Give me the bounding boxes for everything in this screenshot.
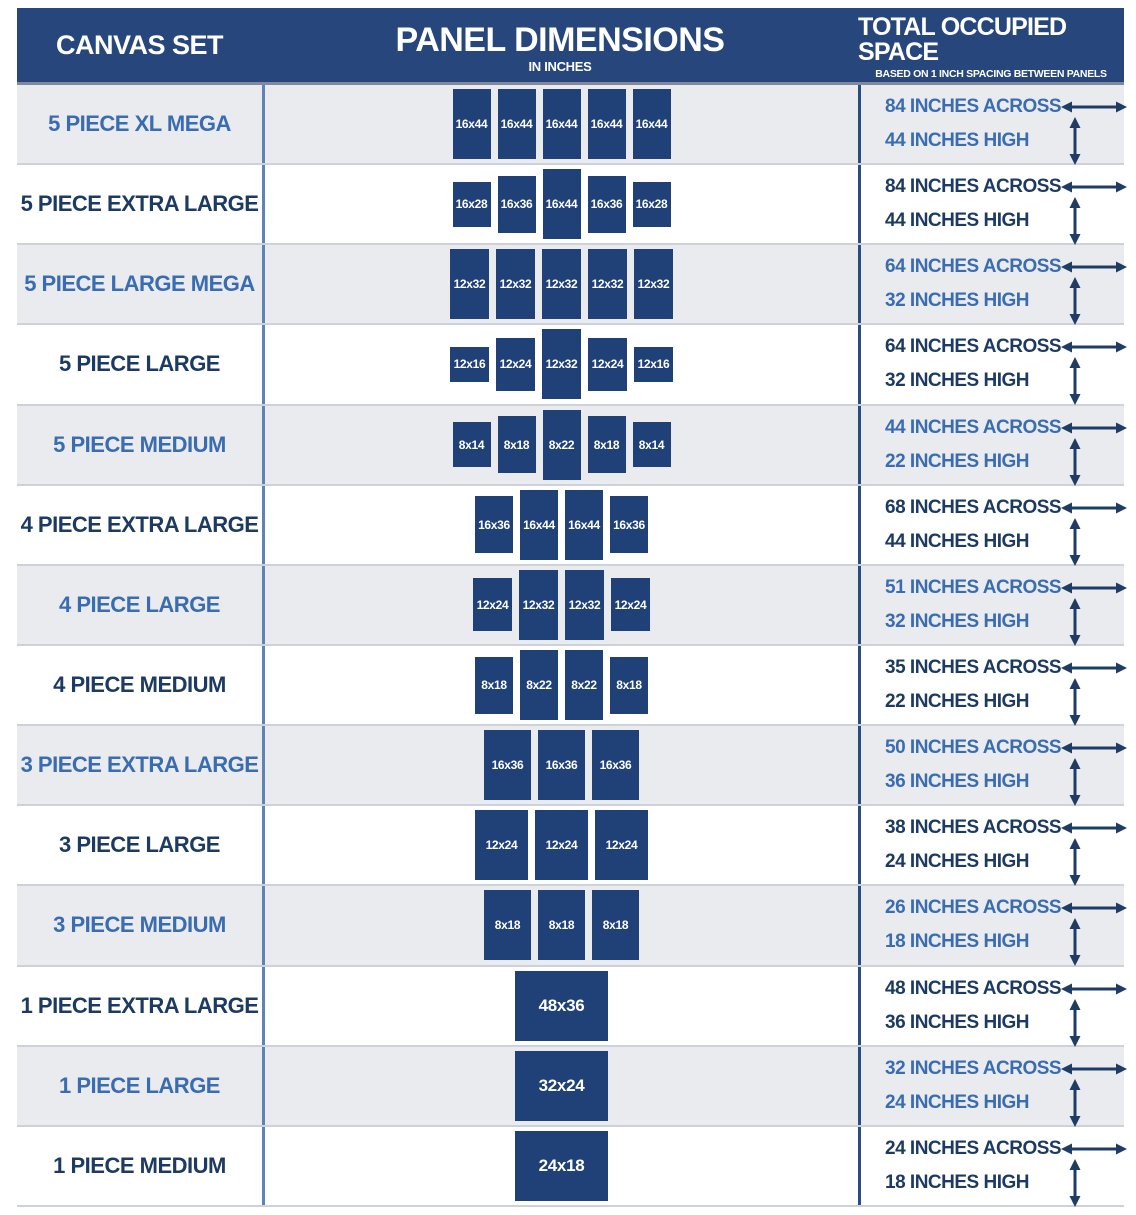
high-line — [861, 284, 1124, 318]
canvas-set-cell — [17, 406, 262, 484]
panel-dimensions-cell — [262, 165, 858, 243]
horizontal-arrow-icon — [1061, 179, 1127, 195]
header-total-space-subtitle: BASED ON 1 INCH SPACING BETWEEN PANELS — [875, 67, 1107, 80]
vertical-arrow-icon — [1040, 765, 1110, 799]
high-label: 32 INCHES HIGH — [885, 370, 1029, 392]
across-line — [861, 330, 1124, 364]
total-space-cell — [858, 886, 1124, 964]
canvas-panel: 12x24 — [473, 578, 512, 631]
table-row — [17, 85, 1124, 165]
canvas-set-label: 3 PIECE LARGE — [59, 832, 220, 858]
canvas-set-label: 3 PIECE MEDIUM — [53, 912, 226, 938]
canvas-panel: 12x32 — [542, 329, 581, 399]
high-line — [861, 445, 1124, 479]
panel-dimensions-cell — [262, 245, 858, 323]
horizontal-arrow-icon — [1061, 580, 1127, 596]
canvas-panel: 12x24 — [588, 338, 627, 391]
canvas-set-label: 4 PIECE EXTRA LARGE — [20, 511, 259, 537]
canvas-panel: 8x18 — [475, 657, 513, 714]
across-label: 51 INCHES ACROSS — [885, 576, 1062, 598]
vertical-arrow-icon — [1040, 124, 1110, 158]
total-space-cell — [858, 726, 1124, 804]
across-line — [861, 491, 1124, 525]
total-space-cell — [858, 566, 1124, 644]
table-row — [17, 967, 1124, 1047]
panel-dimensions-cell — [262, 406, 858, 484]
across-line — [861, 250, 1124, 284]
across-label: 64 INCHES ACROSS — [885, 336, 1062, 358]
canvas-set-label: 4 PIECE MEDIUM — [53, 672, 226, 698]
canvas-panel: 12x24 — [535, 810, 588, 880]
across-line — [861, 90, 1124, 124]
horizontal-arrow-icon — [1061, 500, 1127, 516]
panel-layout — [453, 89, 671, 159]
horizontal-arrow-icon — [1061, 660, 1127, 676]
vertical-arrow-icon — [1040, 284, 1110, 318]
panel-layout — [453, 410, 671, 480]
high-line — [861, 845, 1124, 879]
horizontal-arrow-icon — [1061, 339, 1127, 355]
canvas-panel: 8x18 — [610, 657, 648, 714]
panel-layout — [453, 169, 671, 239]
canvas-set-cell — [17, 486, 262, 564]
canvas-panel: 8x18 — [538, 890, 585, 960]
canvas-panel: 8x22 — [565, 650, 603, 720]
canvas-panel: 12x16 — [634, 347, 673, 382]
vertical-arrow-icon — [1040, 204, 1110, 238]
canvas-panel: 16x44 — [633, 89, 671, 159]
horizontal-arrow-icon — [1061, 259, 1127, 275]
high-label: 18 INCHES HIGH — [885, 931, 1029, 953]
high-line — [861, 925, 1124, 959]
canvas-set-label: 4 PIECE LARGE — [59, 591, 220, 617]
across-label: 32 INCHES ACROSS — [885, 1057, 1062, 1079]
table-row — [17, 886, 1124, 966]
across-label: 48 INCHES ACROSS — [885, 977, 1062, 999]
canvas-set-label: 1 PIECE EXTRA LARGE — [20, 992, 259, 1018]
high-line — [861, 525, 1124, 559]
canvas-panel: 16x44 — [520, 490, 558, 560]
high-label: 44 INCHES HIGH — [885, 530, 1029, 552]
horizontal-arrow-icon — [1061, 981, 1127, 997]
canvas-set-label: 5 PIECE LARGE MEGA — [24, 271, 255, 297]
canvas-panel: 16x36 — [592, 730, 639, 800]
canvas-panel: 16x44 — [588, 89, 626, 159]
across-label: 35 INCHES ACROSS — [885, 657, 1062, 679]
panel-dimensions-cell — [262, 486, 858, 564]
canvas-set-label: 5 PIECE EXTRA LARGE — [20, 191, 259, 217]
canvas-panel: 12x32 — [519, 570, 558, 640]
across-label: 68 INCHES ACROSS — [885, 496, 1062, 518]
horizontal-arrow-icon — [1061, 1061, 1127, 1077]
total-space-cell — [858, 85, 1124, 163]
canvas-set-label: 3 PIECE EXTRA LARGE — [20, 752, 259, 778]
high-line — [861, 685, 1124, 719]
horizontal-arrow-icon — [1061, 740, 1127, 756]
table-row — [17, 486, 1124, 566]
high-line — [861, 204, 1124, 238]
horizontal-arrow-icon — [1061, 1141, 1127, 1157]
header-total-space-title: TOTAL OCCUPIED SPACE — [858, 12, 1067, 66]
high-label: 36 INCHES HIGH — [885, 771, 1029, 793]
total-space-cell — [858, 165, 1124, 243]
total-space-cell — [858, 806, 1124, 884]
canvas-panel: 12x16 — [450, 347, 489, 382]
across-line — [861, 651, 1124, 685]
across-line — [861, 1052, 1124, 1086]
vertical-arrow-icon — [1040, 685, 1110, 719]
table-row — [17, 165, 1124, 245]
table-row — [17, 646, 1124, 726]
canvas-panel: 16x28 — [453, 182, 491, 227]
header-col-panel-dimensions — [262, 8, 858, 82]
canvas-panel: 8x22 — [543, 410, 581, 480]
canvas-panel: 12x32 — [542, 249, 581, 319]
header-panel-dimensions-subtitle: IN INCHES — [528, 58, 592, 74]
canvas-panel: 16x36 — [538, 730, 585, 800]
panel-dimensions-cell — [262, 1127, 858, 1205]
canvas-set-label: 1 PIECE MEDIUM — [53, 1152, 226, 1178]
across-label: 64 INCHES ACROSS — [885, 256, 1062, 278]
panel-dimensions-cell — [262, 1047, 858, 1125]
canvas-set-cell — [17, 967, 262, 1045]
horizontal-arrow-icon — [1061, 820, 1127, 836]
high-line — [861, 1086, 1124, 1120]
header-col-total-space — [858, 8, 1124, 82]
table-header — [17, 8, 1124, 85]
canvas-panel: 8x18 — [592, 890, 639, 960]
canvas-panel: 12x24 — [475, 810, 528, 880]
canvas-set-cell — [17, 1047, 262, 1125]
table-body — [17, 85, 1124, 1207]
horizontal-arrow-icon — [1061, 420, 1127, 436]
canvas-panel: 12x32 — [450, 249, 489, 319]
total-space-cell — [858, 245, 1124, 323]
canvas-panel: 12x32 — [588, 249, 627, 319]
table-row — [17, 245, 1124, 325]
horizontal-arrow-icon — [1061, 900, 1127, 916]
table-row — [17, 566, 1124, 646]
vertical-arrow-icon — [1040, 1006, 1110, 1040]
canvas-panel: 32x24 — [515, 1051, 608, 1121]
canvas-panel: 8x22 — [520, 650, 558, 720]
across-line — [861, 731, 1124, 765]
canvas-set-cell — [17, 726, 262, 804]
canvas-panel: 48x36 — [515, 971, 608, 1041]
panel-dimensions-cell — [262, 646, 858, 724]
panel-layout — [475, 650, 648, 720]
table-row — [17, 1127, 1124, 1207]
across-label: 24 INCHES ACROSS — [885, 1137, 1062, 1159]
high-label: 32 INCHES HIGH — [885, 290, 1029, 312]
canvas-panel: 16x28 — [633, 182, 671, 227]
high-line — [861, 1166, 1124, 1200]
panel-dimensions-cell — [262, 325, 858, 403]
high-label: 22 INCHES HIGH — [885, 691, 1029, 713]
total-space-cell — [858, 1127, 1124, 1205]
canvas-panel: 8x18 — [498, 416, 536, 473]
panel-dimensions-cell — [262, 806, 858, 884]
canvas-set-cell — [17, 646, 262, 724]
canvas-panel: 16x36 — [588, 176, 626, 233]
across-line — [861, 411, 1124, 445]
canvas-panel: 24x18 — [515, 1131, 608, 1201]
header-col-canvas-set — [17, 8, 262, 82]
high-label: 24 INCHES HIGH — [885, 1091, 1029, 1113]
high-label: 44 INCHES HIGH — [885, 130, 1029, 152]
canvas-panel: 16x44 — [565, 490, 603, 560]
across-line — [861, 972, 1124, 1006]
canvas-panel: 12x32 — [565, 570, 604, 640]
across-label: 38 INCHES ACROSS — [885, 817, 1062, 839]
panel-dimensions-cell — [262, 85, 858, 163]
canvas-panel: 16x44 — [543, 89, 581, 159]
high-label: 24 INCHES HIGH — [885, 851, 1029, 873]
canvas-panel: 16x36 — [610, 496, 648, 553]
canvas-set-cell — [17, 886, 262, 964]
horizontal-arrow-icon — [1061, 99, 1127, 115]
canvas-panel: 12x24 — [496, 338, 535, 391]
canvas-panel: 16x36 — [498, 176, 536, 233]
vertical-arrow-icon — [1040, 364, 1110, 398]
panel-layout — [450, 329, 673, 399]
vertical-arrow-icon — [1040, 1086, 1110, 1120]
total-space-cell — [858, 646, 1124, 724]
high-label: 32 INCHES HIGH — [885, 610, 1029, 632]
panel-layout — [515, 1131, 608, 1201]
across-label: 26 INCHES ACROSS — [885, 897, 1062, 919]
across-label: 84 INCHES ACROSS — [885, 96, 1062, 118]
high-line — [861, 124, 1124, 158]
total-space-cell — [858, 325, 1124, 403]
canvas-panel: 16x44 — [453, 89, 491, 159]
canvas-panel: 12x32 — [634, 249, 673, 319]
canvas-panel: 12x24 — [595, 810, 648, 880]
header-panel-dimensions-title: PANEL DIMENSIONS — [395, 20, 725, 59]
high-label: 36 INCHES HIGH — [885, 1011, 1029, 1033]
vertical-arrow-icon — [1040, 845, 1110, 879]
panel-dimensions-cell — [262, 566, 858, 644]
high-label: 18 INCHES HIGH — [885, 1171, 1029, 1193]
table-row — [17, 406, 1124, 486]
canvas-set-label: 1 PIECE LARGE — [59, 1072, 220, 1098]
panel-dimensions-cell — [262, 886, 858, 964]
table-row — [17, 726, 1124, 806]
table-row — [17, 806, 1124, 886]
canvas-panel: 16x36 — [475, 496, 513, 553]
across-line — [861, 1132, 1124, 1166]
canvas-panel: 12x24 — [611, 578, 650, 631]
total-space-cell — [858, 967, 1124, 1045]
across-label: 50 INCHES ACROSS — [885, 737, 1062, 759]
header-canvas-set-title: CANVAS SET — [55, 29, 224, 60]
canvas-panel: 8x18 — [484, 890, 531, 960]
across-line — [861, 170, 1124, 204]
table-row — [17, 1047, 1124, 1127]
vertical-arrow-icon — [1040, 925, 1110, 959]
panel-dimensions-cell — [262, 967, 858, 1045]
vertical-arrow-icon — [1040, 525, 1110, 559]
panel-layout — [475, 810, 648, 880]
canvas-set-cell — [17, 85, 262, 163]
panel-layout — [515, 971, 608, 1041]
vertical-arrow-icon — [1040, 1166, 1110, 1200]
vertical-arrow-icon — [1040, 605, 1110, 639]
canvas-set-cell — [17, 566, 262, 644]
total-space-cell — [858, 406, 1124, 484]
canvas-set-cell — [17, 165, 262, 243]
panel-layout — [484, 890, 639, 960]
canvas-set-cell — [17, 806, 262, 884]
canvas-set-cell — [17, 1127, 262, 1205]
across-label: 84 INCHES ACROSS — [885, 176, 1062, 198]
across-line — [861, 891, 1124, 925]
vertical-arrow-icon — [1040, 445, 1110, 479]
table-row — [17, 325, 1124, 405]
panel-dimensions-cell — [262, 726, 858, 804]
high-line — [861, 765, 1124, 799]
panel-layout — [473, 570, 650, 640]
canvas-panel: 16x44 — [498, 89, 536, 159]
high-line — [861, 1006, 1124, 1040]
canvas-set-cell — [17, 245, 262, 323]
panel-layout — [515, 1051, 608, 1121]
canvas-panel: 8x14 — [453, 422, 491, 467]
total-space-cell — [858, 1047, 1124, 1125]
canvas-panel: 8x18 — [588, 416, 626, 473]
canvas-set-cell — [17, 325, 262, 403]
across-line — [861, 811, 1124, 845]
panel-layout — [475, 490, 648, 560]
canvas-panel: 12x32 — [496, 249, 535, 319]
canvas-set-label: 5 PIECE LARGE — [59, 351, 220, 377]
across-line — [861, 571, 1124, 605]
high-label: 22 INCHES HIGH — [885, 450, 1029, 472]
across-label: 44 INCHES ACROSS — [885, 416, 1062, 438]
canvas-panel: 8x14 — [633, 422, 671, 467]
canvas-panel: 16x44 — [543, 169, 581, 239]
total-space-cell — [858, 486, 1124, 564]
panel-layout — [484, 730, 639, 800]
panel-layout — [450, 249, 673, 319]
canvas-set-label: 5 PIECE MEDIUM — [53, 431, 226, 457]
high-line — [861, 605, 1124, 639]
high-label: 44 INCHES HIGH — [885, 210, 1029, 232]
canvas-set-label: 5 PIECE XL MEGA — [48, 111, 231, 137]
high-line — [861, 364, 1124, 398]
canvas-panel: 16x36 — [484, 730, 531, 800]
